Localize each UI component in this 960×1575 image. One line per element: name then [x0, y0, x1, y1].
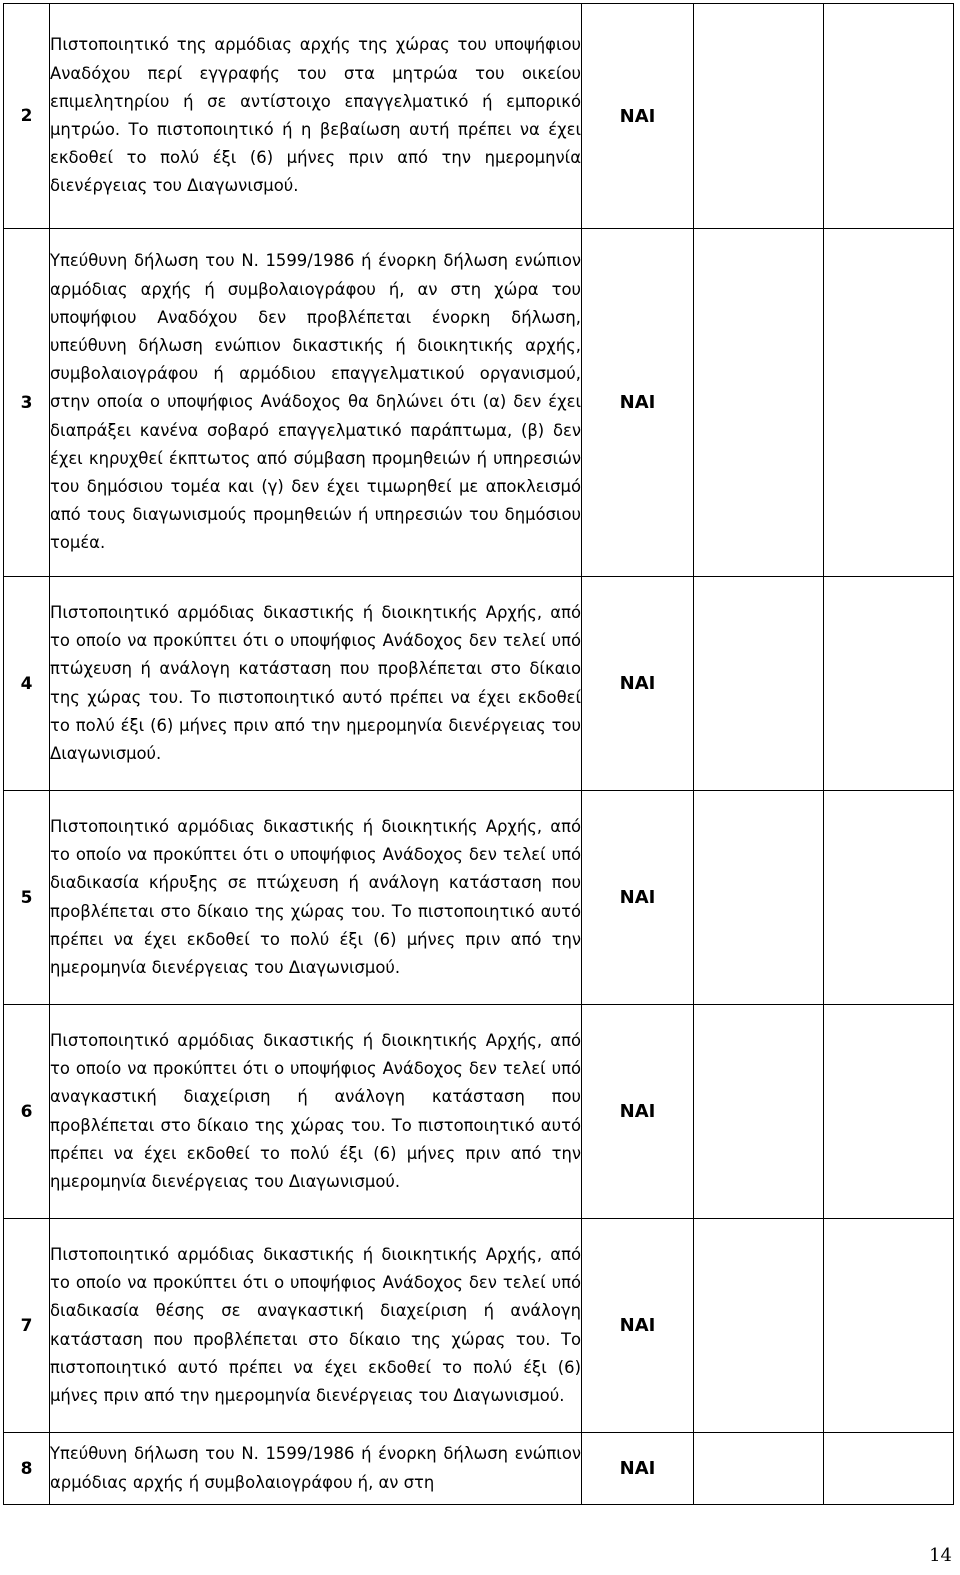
table-row — [4, 1433, 954, 1505]
empty-cell — [694, 229, 824, 577]
row-number: 2 — [4, 4, 50, 229]
empty-cell — [694, 791, 824, 1005]
empty-cell — [694, 1219, 824, 1433]
required-flag: ΝΑΙ — [582, 577, 694, 791]
empty-cell — [824, 1005, 954, 1219]
row-number: 4 — [4, 577, 50, 791]
requirement-text: Πιστοποιητικό αρμόδιας δικαστικής ή διοικητικής Αρχής, από το οποίο να προκύπτει ότι ο υποψήφιος Ανάδοχος δεν τελεί υπό διαδικασία κήρυξης σε πτώχευση ή ανάλογη κατάσταση που προβλέπεται στο δίκαιο της χώρας του. Το πιστοποιητικό αυτό πρέπει να έχει εκδοθεί το πολύ έξι (6) μήνες πριν από την ημερομηνία διενέργειας του Διαγωνισμού. — [50, 791, 582, 1005]
table-row — [4, 4, 954, 229]
table-row — [4, 791, 954, 1005]
row-number: 8 — [4, 1433, 50, 1505]
empty-cell — [694, 577, 824, 791]
requirement-text: Υπεύθυνη δήλωση του Ν. 1599/1986 ή ένορκη δήλωση ενώπιον αρμόδιας αρχής ή συμβολαιογράφου ή, αν στη — [50, 1433, 582, 1505]
row-number: 3 — [4, 229, 50, 577]
required-flag: ΝΑΙ — [582, 4, 694, 229]
empty-cell — [824, 791, 954, 1005]
required-flag: ΝΑΙ — [582, 791, 694, 1005]
row-number: 6 — [4, 1005, 50, 1219]
empty-cell — [824, 1219, 954, 1433]
row-number: 5 — [4, 791, 50, 1005]
table-row — [4, 229, 954, 577]
table-row — [4, 1005, 954, 1219]
table-row — [4, 1219, 954, 1433]
empty-cell — [824, 229, 954, 577]
requirement-text: Πιστοποιητικό αρμόδιας δικαστικής ή διοικητικής Αρχής, από το οποίο να προκύπτει ότι ο υποψήφιος Ανάδοχος δεν τελεί υπό πτώχευση ή ανάλογη κατάσταση που προβλέπεται στο δίκαιο της χώρας του. Το πιστοποιητικό αυτό πρέπει να έχει εκδοθεί το πολύ έξι (6) μήνες πριν από την ημερομηνία διενέργειας του Διαγωνισμού. — [50, 577, 582, 791]
empty-cell — [694, 1433, 824, 1505]
requirement-text: Πιστοποιητικό της αρμόδιας αρχής της χώρας του υποψήφιου Αναδόχου περί εγγραφής του στα μητρώα του οικείου επιμελητηρίου ή σε αντίστοιχο επαγγελματικό ή εμπορικό μητρώο. Το πιστοποιητικό ή η βεβαίωση αυτή πρέπει να έχει εκδοθεί το πολύ έξι (6) μήνες πριν από την ημερομηνία διενέργειας του Διαγωνισμού. — [50, 4, 582, 229]
required-flag: ΝΑΙ — [582, 1005, 694, 1219]
empty-cell — [824, 4, 954, 229]
required-flag: ΝΑΙ — [582, 1219, 694, 1433]
required-flag: ΝΑΙ — [582, 1433, 694, 1505]
requirement-text: Πιστοποιητικό αρμόδιας δικαστικής ή διοικητικής Αρχής, από το οποίο να προκύπτει ότι ο υποψήφιος Ανάδοχος δεν τελεί υπό αναγκαστική διαχείριση ή ανάλογη κατάσταση που προβλέπεται στο δίκαιο της χώρας του. Το πιστοποιητικό αυτό πρέπει να έχει εκδοθεί το πολύ έξι (6) μήνες πριν από την ημερομηνία διενέργειας του Διαγωνισμού. — [50, 1005, 582, 1219]
requirement-text: Υπεύθυνη δήλωση του Ν. 1599/1986 ή ένορκη δήλωση ενώπιον αρμόδιας αρχής ή συμβολαιογράφου ή, αν στη χώρα του υποψήφιου Αναδόχου δεν προβλέπεται ένορκη δήλωση, υπεύθυνη δήλωση ενώπιον δικαστικής ή διοικητικής αρχής, συμβολαιογράφου ή αρμόδιου επαγγελματικού οργανισμού, στην οποία ο υποψήφιος Ανάδοχος θα δηλώνει ότι (α) δεν έχει διαπράξει κανένα σοβαρό επαγγελματικό παράπτωμα, (β) δεν έχει κηρυχθεί έκπτωτος από σύμβαση προμηθειών ή υπηρεσιών του δημόσιου τομέα και (γ) δεν έχει τιμωρηθεί με αποκλεισμό από τους διαγωνισμούς προμηθειών ή υπηρεσιών του δημόσιου τομέα. — [50, 229, 582, 577]
row-number: 7 — [4, 1219, 50, 1433]
empty-cell — [824, 577, 954, 791]
requirements-table — [3, 3, 954, 1505]
required-flag: ΝΑΙ — [582, 229, 694, 577]
page-number: 14 — [929, 1545, 952, 1566]
table-row — [4, 577, 954, 791]
empty-cell — [694, 4, 824, 229]
empty-cell — [824, 1433, 954, 1505]
empty-cell — [694, 1005, 824, 1219]
requirement-text: Πιστοποιητικό αρμόδιας δικαστικής ή διοικητικής Αρχής, από το οποίο να προκύπτει ότι ο υποψήφιος Ανάδοχος δεν τελεί υπό διαδικασία θέσης σε αναγκαστική διαχείριση ή ανάλογη κατάσταση που προβλέπεται στο δίκαιο της χώρας του. Το πιστοποιητικό αυτό πρέπει να έχει εκδοθεί το πολύ έξι (6) μήνες πριν από την ημερομηνία διενέργειας του Διαγωνισμού. — [50, 1219, 582, 1433]
